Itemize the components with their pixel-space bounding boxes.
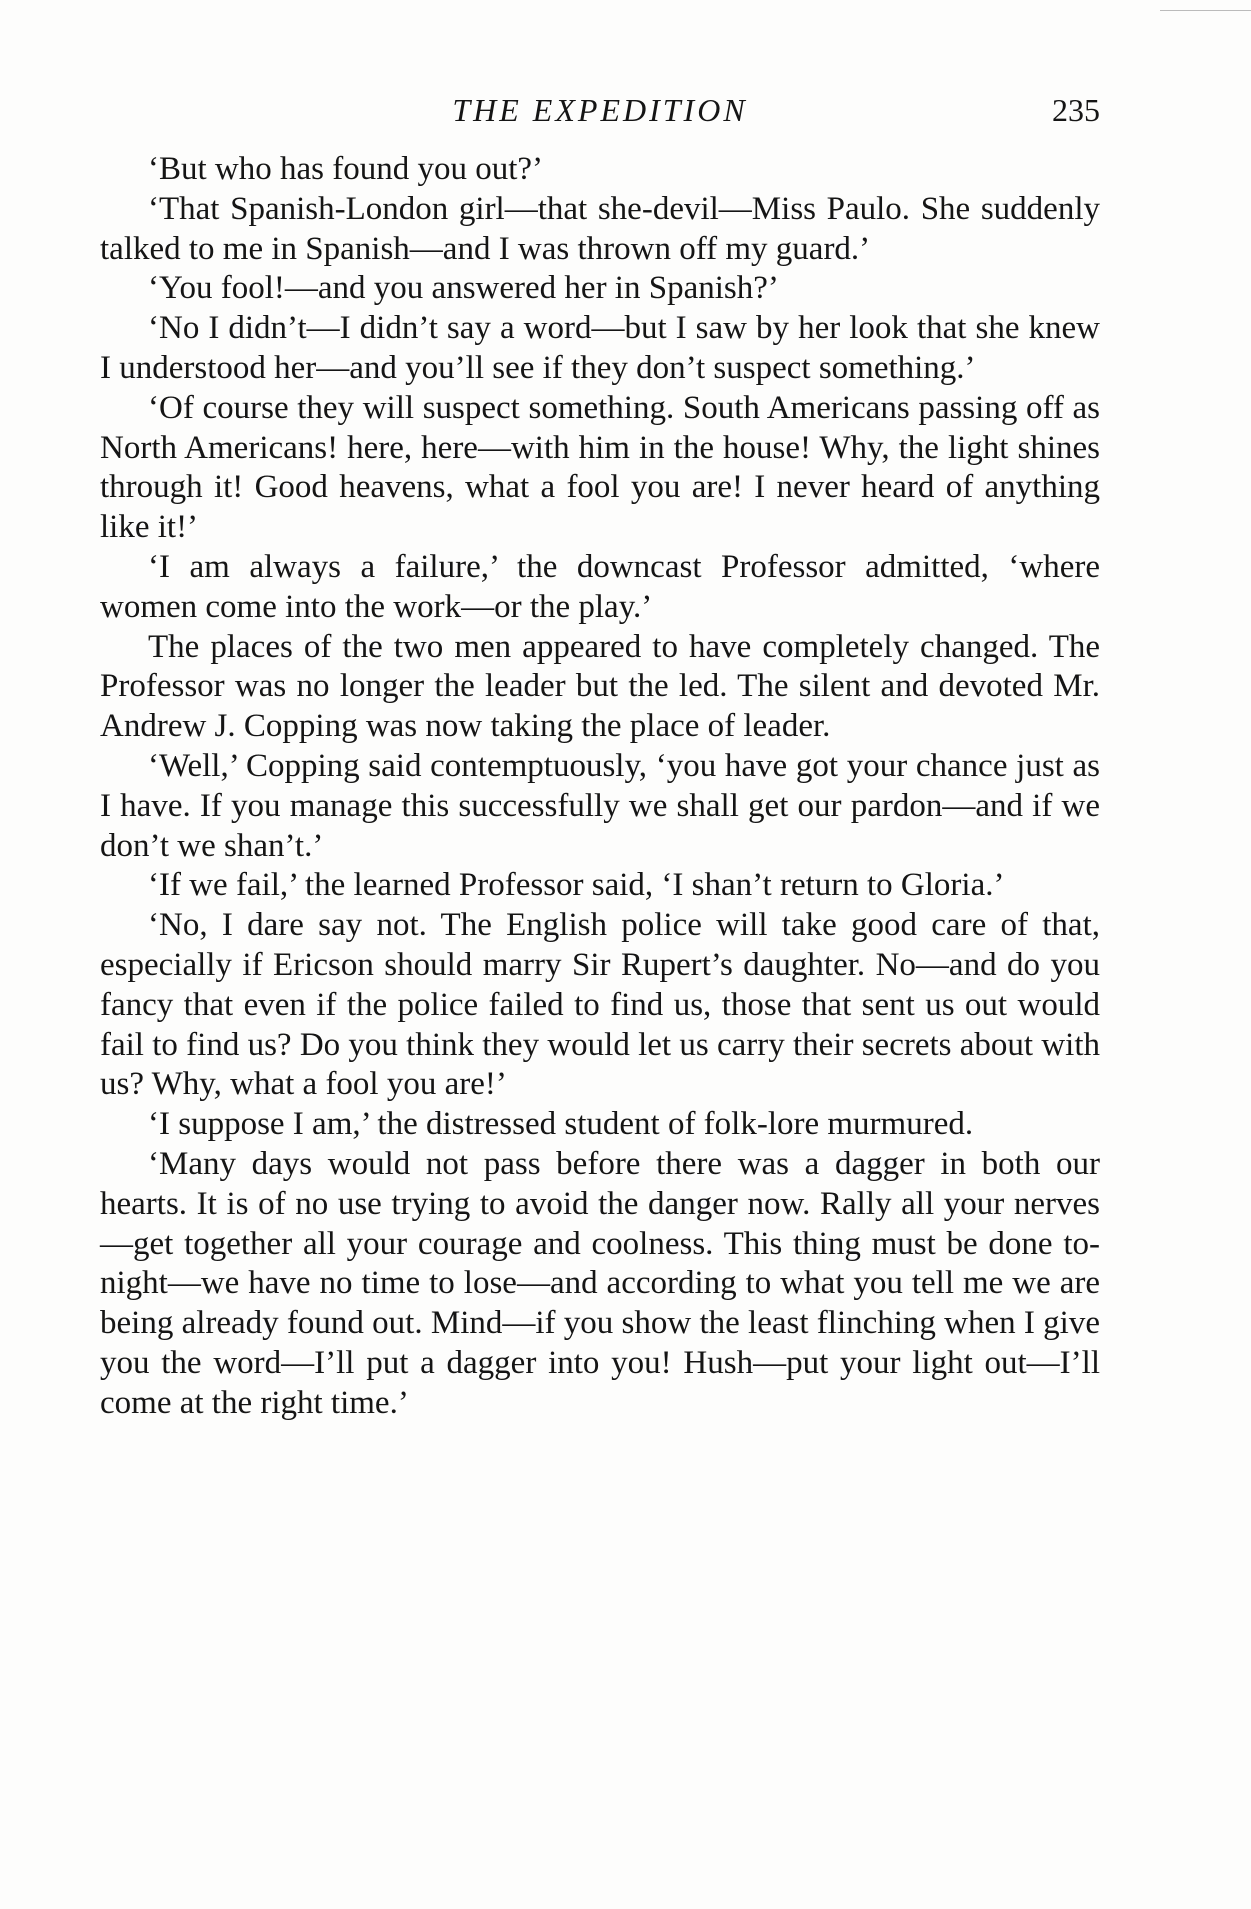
running-title: THE EXPEDITION [452, 92, 748, 128]
paragraph: ‘No, I dare say not. The English police will take good care of that, especially if Ericson should marry Sir Rupert’s daughter. No—and do you fancy that even if the police failed to find us, those that sent us out would fail to find us? Do you think they would let us carry their secrets about with us? Why, what a fool you are!’ [100, 907, 1100, 1103]
paragraph: ‘If we fail,’ the learned Professor said, ‘I shan’t return to Gloria.’ [148, 867, 1005, 904]
scan-edge-line [1160, 10, 1251, 11]
paragraph: ‘No I didn’t—I didn’t say a word—but I saw by her look that she knew I understood her—and you’ll see if they don’t suspect something.’ [100, 310, 1100, 386]
page-number: 235 [1052, 92, 1100, 128]
paragraph: ‘I suppose I am,’ the distressed student of folk-lore murmured. [148, 1106, 974, 1143]
text-body [100, 150, 1100, 1424]
paragraph: ‘You fool!—and you answered her in Spanish?’ [148, 270, 779, 307]
running-header [100, 92, 1100, 142]
paragraph: The places of the two men appeared to have completely changed. The Professor was no longer the leader but the led. The silent and devoted Mr. Andrew J. Copping was now taking the place of leader. [100, 628, 1100, 745]
paragraph: ‘Of course they will suspect something. South Americans passing off as North Americans! here, here—with him in the house! Why, the light shines through it! Good heavens, what a fool you are! I never heard of anything like it!’ [100, 389, 1100, 546]
paragraph: ‘I am always a failure,’ the downcast Professor admitted, ‘where women come into the work—or the play.’ [100, 548, 1100, 625]
paragraph: ‘But who has found you out?’ [148, 151, 544, 187]
paragraph: ‘Many days would not pass before there was a dagger in both our hearts. It is of no use trying to avoid the danger now. Rally all your nerves—get together all your courage and coolness. This thing must be done to-night—we have no time to lose—and according to what you tell me we are being already found out. Mind—if you show the least flinching when I give you the word—I’ll put a dagger into you! Hush—put your light out—I’ll come at the right time.’ [100, 1145, 1100, 1421]
paragraph: ‘That Spanish-London girl—that she-devil—Miss Paulo. She suddenly talked to me in Spanish—and I was thrown off my guard.’ [100, 190, 1100, 267]
paragraph: ‘Well,’ Copping said contemptuously, ‘you have got your chance just as I have. If you manage this successfully we shall get our pardon—and if we don’t we shan’t.’ [100, 747, 1100, 864]
